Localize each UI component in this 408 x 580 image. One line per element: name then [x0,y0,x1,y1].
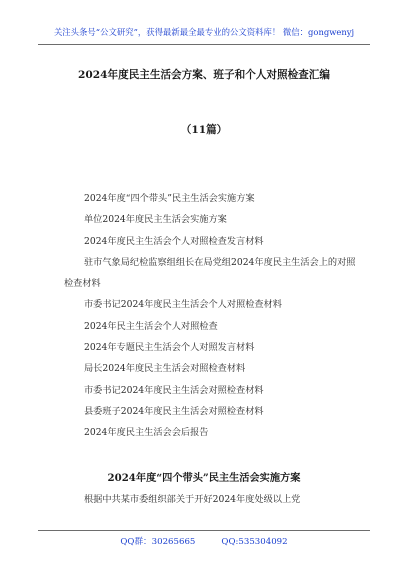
toc-item: 驻市气象局纪检监察组组长在局党组2024年度民主生活会上的对照检查材料 [64,256,356,290]
toc-item: 市委书记2024年度民主生活会个人对照检查材料 [84,299,282,311]
header-divider [38,44,370,45]
section-heading: 2024年度“四个带头”民主生活会实施方案 [107,472,301,484]
toc-item: 2024年度“四个带头”民主生活会实施方案 [84,193,255,204]
toc-item: 局长2024年度民主生活会对照检查材料 [84,363,246,375]
toc-item: 市委书记2024年度民主生活会对照检查材料 [84,384,264,396]
body-paragraph: 根据中共某市委组织部关于开好2024年度处级以上党 [84,494,301,505]
toc-item: 单位2024年度民主生活会实施方案 [84,214,227,226]
table-of-contents [64,188,356,444]
document-title: 2024年度民主生活会方案、班子和个人对照检查汇编 [78,69,330,81]
toc-item: 2024年民主生活会个人对照检查 [84,320,218,332]
toc-item: 2024年度民主生活会个人对照检查发言材料 [84,235,264,247]
footer-contact [0,535,408,547]
qq-number: QQ:535304092 [221,537,288,547]
toc-item: 2024年专题民主生活会个人对照发言材料 [84,342,255,354]
header-promo-note: 关注头条号“公文研究”，获得最新最全最专业的公文资料库！ 微信：gongwenyj [53,27,355,37]
footer-divider [38,530,370,531]
toc-item: 2024年度民主生活会会后报告 [84,427,209,439]
article-count: （11篇） [180,124,228,136]
toc-item: 县委班子2024年度民主生活会对照检查材料 [84,405,264,417]
qq-group-number: QQ群：30265665 [120,537,196,547]
